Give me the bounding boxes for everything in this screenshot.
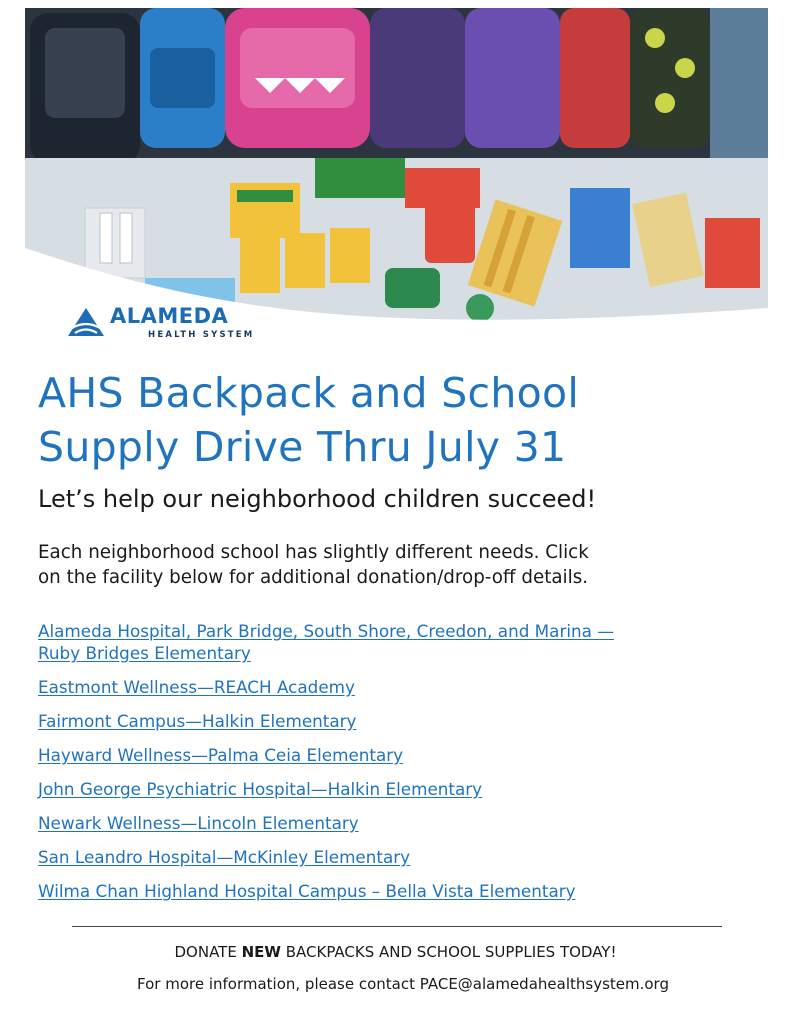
- donate-emphasis: NEW: [241, 943, 281, 961]
- alameda-logo-icon: [68, 308, 104, 336]
- contact-info: For more information, please contact PACE@alamedahealthsystem.org: [137, 975, 669, 993]
- hero-photo: [25, 8, 768, 328]
- facility-link-line: Ruby Bridges Elementary: [38, 643, 251, 663]
- page-title: [38, 366, 758, 474]
- logo-subtitle: HEALTH SYSTEM: [148, 330, 255, 340]
- donate-call-to-action: [0, 943, 791, 961]
- intro-line-2: on the facility below for additional donation/drop-off details.: [38, 567, 589, 588]
- alameda-health-system-logo: [68, 304, 258, 344]
- donate-prefix: DONATE: [174, 943, 242, 961]
- donate-suffix: BACKPACKS AND SCHOOL SUPPLIES TODAY!: [280, 943, 617, 961]
- logo-name: ALAMEDA: [110, 304, 229, 328]
- intro-paragraph: [38, 540, 758, 590]
- title-line-1: AHS Backpack and School: [38, 369, 580, 417]
- facility-link-alameda-hospital[interactable]: [38, 620, 614, 664]
- facility-link-hayward[interactable]: Hayward Wellness—Palma Ceia Elementary: [38, 745, 404, 765]
- facility-link-san-leandro[interactable]: San Leandro Hospital—McKinley Elementary: [38, 847, 411, 867]
- subheading: Let’s help our neighborhood children succeed!: [38, 485, 597, 513]
- backpacks-and-school-supplies-photo: [25, 8, 768, 328]
- facility-link-wilma-chan[interactable]: Wilma Chan Highland Hospital Campus – Bella Vista Elementary: [38, 881, 576, 901]
- facility-link-eastmont[interactable]: Eastmont Wellness—REACH Academy: [38, 677, 355, 697]
- facility-link-newark[interactable]: Newark Wellness—Lincoln Elementary: [38, 813, 359, 833]
- facility-link-john-george[interactable]: John George Psychiatric Hospital—Halkin Elementary: [38, 779, 483, 799]
- footer-divider: [72, 926, 722, 927]
- intro-line-1: Each neighborhood school has slightly different needs. Click: [38, 542, 589, 563]
- facility-link-line: Alameda Hospital, Park Bridge, South Shore, Creedon, and Marina —: [38, 621, 615, 641]
- facility-link-fairmont[interactable]: Fairmont Campus—Halkin Elementary: [38, 711, 357, 731]
- title-line-2: Supply Drive Thru July 31: [38, 423, 567, 471]
